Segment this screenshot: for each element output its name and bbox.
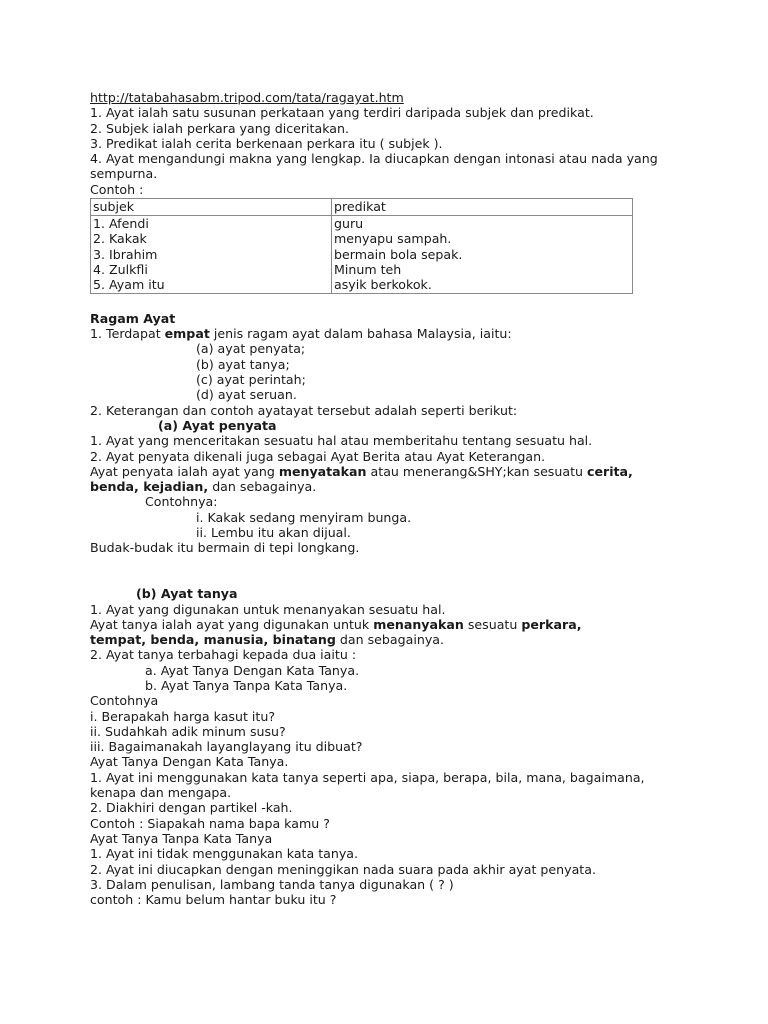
table-cell-subjek: 4. Zulkfli xyxy=(91,262,332,277)
table-cell-predikat: guru xyxy=(332,216,633,232)
tanya-line: 1. Ayat yang digunakan untuk menanyakan sesuatu hal. xyxy=(90,601,446,617)
tanya-subtype: a. Ayat Tanya Dengan Kata Tanya. xyxy=(145,662,360,678)
document-body xyxy=(90,90,690,907)
tanya-dengan-line: 1. Ayat ini menggunakan kata tanya seperti apa, siapa, berapa, bila, mana, bagaimana, xyxy=(90,769,645,785)
tanya-example: ii. Sudahkah adik minum susu? xyxy=(90,723,286,739)
tanya-tanpa-line: 1. Ayat ini tidak menggunakan kata tanya. xyxy=(90,846,359,862)
ayat-penyata-heading: (a) Ayat penyata xyxy=(158,417,277,433)
tanya-subtype: b. Ayat Tanya Tanpa Kata Tanya. xyxy=(145,677,348,693)
tanya-tanpa-contoh: contoh : Kamu belum hantar buku itu ? xyxy=(90,892,337,908)
tanya-dengan-title: Ayat Tanya Dengan Kata Tanya. xyxy=(90,754,289,770)
penyata-example: i. Kakak sedang menyiram bunga. xyxy=(196,509,412,525)
intro-line: sempurna. xyxy=(90,166,158,182)
table-row xyxy=(91,216,633,232)
table-cell-predikat: menyapu sampah. xyxy=(332,231,633,246)
table-cell-predikat: asyik berkokok. xyxy=(332,277,633,293)
ragam-type-item: (a) ayat penyata; xyxy=(196,341,306,357)
ragam-ayat-heading: Ragam Ayat xyxy=(90,310,176,326)
table-header-row xyxy=(91,199,633,216)
ragam-type-item: (b) ayat tanya; xyxy=(196,356,290,372)
table-header-predikat: predikat xyxy=(332,199,633,216)
table-header-subjek: subjek xyxy=(91,199,332,216)
penyata-example: ii. Lembu itu akan dijual. xyxy=(196,525,351,541)
tanya-dengan-contoh: Contoh : Siapakah nama bapa kamu ? xyxy=(90,815,330,831)
ayat-tanya-heading: (b) Ayat tanya xyxy=(136,586,238,602)
ragam-type-item: (c) ayat perintah; xyxy=(196,372,306,388)
tanya-example: i. Berapakah harga kasut itu? xyxy=(90,708,276,724)
tanya-example: iii. Bagaimanakah layanglayang itu dibuat? xyxy=(90,739,363,755)
tanya-dengan-line: 2. Diakhiri dengan partikel -kah. xyxy=(90,800,293,816)
source-url-link[interactable]: http://tatabahasabm.tripod.com/tata/ragayat.htm xyxy=(90,90,404,105)
tanya-tanpa-title: Ayat Tanya Tanpa Kata Tanya xyxy=(90,830,273,846)
subject-predicate-table xyxy=(90,198,633,293)
table-cell-subjek: 5. Ayam itu xyxy=(91,277,332,293)
penyata-line: 1. Ayat yang menceritakan sesuatu hal atau memberitahu tentang sesuatu hal. xyxy=(90,433,593,449)
intro-line: 3. Predikat ialah cerita berkenaan perkara itu ( subjek ). xyxy=(90,135,443,151)
table-row xyxy=(91,262,633,277)
intro-line: 1. Ayat ialah satu susunan perkataan yang terdiri daripada subjek dan predikat. xyxy=(90,105,594,121)
ragam-type-item: (d) ayat seruan. xyxy=(196,387,297,403)
penyata-definition: Ayat penyata ialah ayat yang menyatakan atau menerang&SHY;kan sesuatu cerita, xyxy=(90,463,633,479)
ragam-line-1: 1. Terdapat empat jenis ragam ayat dalam bahasa Malaysia, iaitu: xyxy=(90,326,512,342)
tanya-definition: Ayat tanya ialah ayat yang digunakan untuk menanyakan sesuatu perkara, xyxy=(90,616,582,632)
table-row xyxy=(91,247,633,262)
tanya-dengan-line: kenapa dan mengapa. xyxy=(90,785,232,801)
tanya-tanpa-line: 2. Ayat ini diucapkan dengan meninggikan nada suara pada akhir ayat penyata. xyxy=(90,861,596,877)
penyata-contoh-label: Contohnya: xyxy=(145,494,218,510)
table-cell-subjek: 2. Kakak xyxy=(91,231,332,246)
table-cell-subjek: 1. Afendi xyxy=(91,216,332,232)
intro-line: 4. Ayat mengandungi makna yang lengkap. Ia diucapkan dengan intonasi atau nada yang xyxy=(90,151,658,167)
penyata-line: 2. Ayat penyata dikenali juga sebagai Ayat Berita atau Ayat Keterangan. xyxy=(90,448,546,464)
tanya-contoh-label: Contohnya xyxy=(90,693,159,709)
penyata-example: Budak-budak itu bermain di tepi longkang. xyxy=(90,540,360,556)
penyata-definition-cont: benda, kejadian, dan sebagainya. xyxy=(90,479,317,495)
table-row xyxy=(91,277,633,293)
table-row xyxy=(91,231,633,246)
contoh-label: Contoh : xyxy=(90,181,144,197)
tanya-line: 2. Ayat tanya terbahagi kepada dua iaitu : xyxy=(90,647,357,663)
source-url-line xyxy=(90,90,690,105)
tanya-definition-cont: tempat, benda, manusia, binatang dan sebagainya. xyxy=(90,632,445,648)
table-cell-predikat: bermain bola sepak. xyxy=(332,247,633,262)
table-cell-predikat: Minum teh xyxy=(332,262,633,277)
table-cell-subjek: 3. Ibrahim xyxy=(91,247,332,262)
ragam-line-2: 2. Keterangan dan contoh ayatayat tersebut adalah seperti berikut: xyxy=(90,402,518,418)
tanya-tanpa-line: 3. Dalam penulisan, lambang tanda tanya digunakan ( ? ) xyxy=(90,876,454,892)
intro-line: 2. Subjek ialah perkara yang diceritakan. xyxy=(90,120,349,136)
